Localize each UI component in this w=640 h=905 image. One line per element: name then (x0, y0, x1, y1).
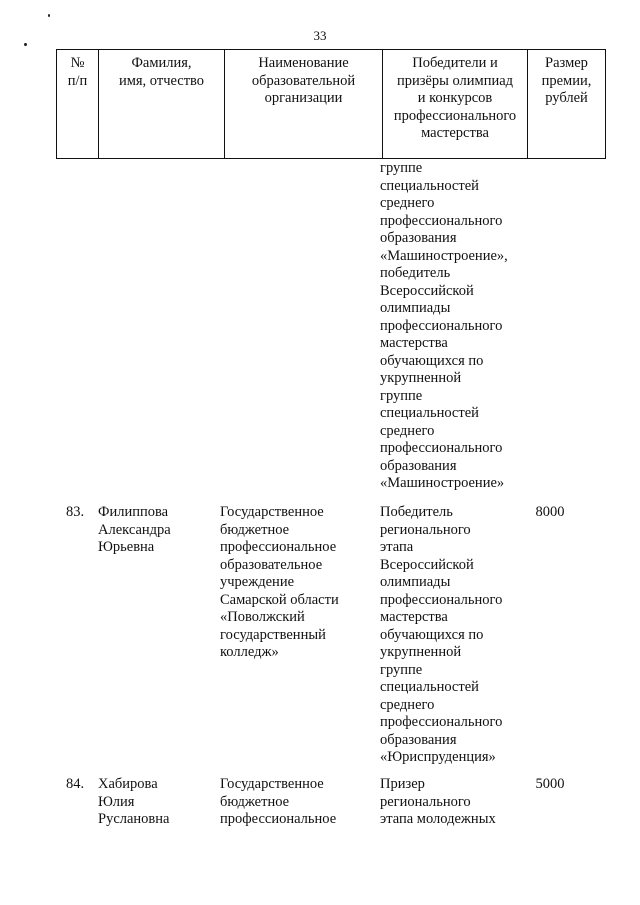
row-83-winners: Победитель регионального этапа Всероссийской олимпиады профессионального мастерства обучающихся по укрупненной группе специальностей среднего профессионального образования «Юриспруденция» (380, 504, 503, 765)
continuation-winners-cell: группе специальностей среднего профессионального образования «Машиностроение», победитель Всероссийской олимпиады профессионального мастерства обучающихся по укрупненной группе специальностей среднего профессионального образования «Машиностроение» (380, 160, 508, 491)
header-col-prize: Размер премии, рублей (528, 50, 606, 159)
row-84-organization: Государственное бюджетное профессиональное (220, 776, 337, 827)
header-col-organization: Наименование образовательной организации (225, 50, 383, 159)
scan-speck (48, 14, 50, 17)
row-84-name: Хабирова Юлия Руслановна (98, 776, 170, 827)
header-col-name: Фамилия, имя, отчество (99, 50, 225, 159)
row-83-organization: Государственное бюджетное профессиональное образовательное учреждение Самарской области «Поволжский государственный колледж» (220, 504, 339, 660)
header-col-number: № п/п (57, 50, 99, 159)
row-84-prize: 5000 (535, 776, 565, 792)
table-header (56, 49, 606, 159)
row-84-number: 84. (66, 776, 85, 792)
row-83-name: Филиппова Александра Юрьевна (98, 504, 171, 555)
row-83-number: 83. (66, 504, 85, 520)
header-col-winners: Победители и призёры олимпиад и конкурсов профессионального мастерства (383, 50, 528, 159)
page-number: 33 (313, 28, 327, 43)
row-84-winners: Призер регионального этапа молодежных (380, 776, 496, 827)
row-83-prize: 8000 (535, 504, 565, 520)
